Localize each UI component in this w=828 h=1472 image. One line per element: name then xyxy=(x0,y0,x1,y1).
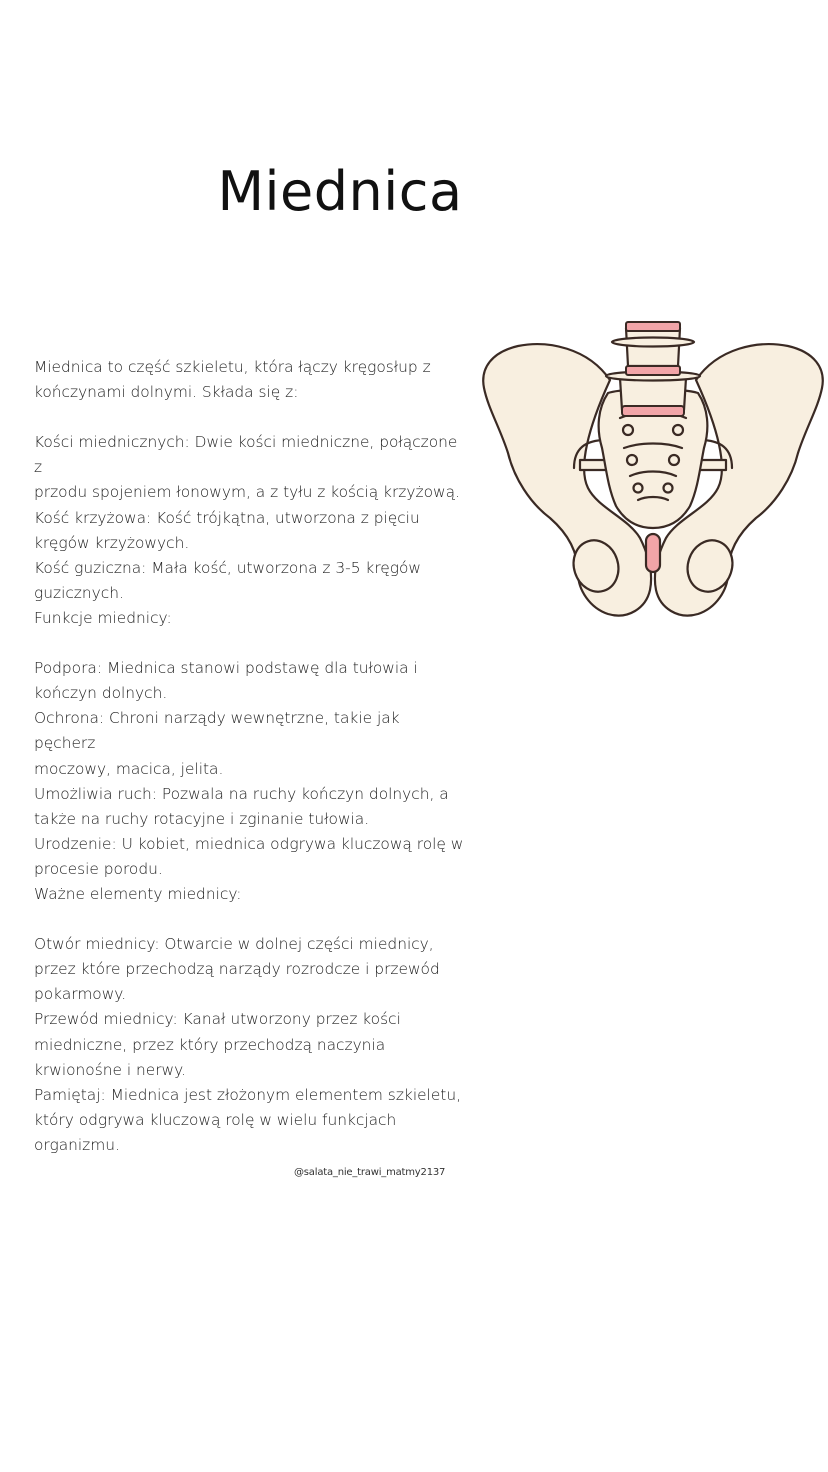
intro-line: Miednica to część szkieletu, która łączy kręgosłup z xyxy=(34,358,431,376)
pelvis-illustration xyxy=(478,318,828,620)
text-line: przodu spojeniem łonowym, a z tyłu z kością krzyżową. xyxy=(34,483,460,502)
page-title: Miednica xyxy=(217,160,463,223)
text-line: Przewód miednicy: Kanał utworzony przez kości xyxy=(34,1010,401,1029)
section-heading: Funkcje miednicy: xyxy=(34,608,172,627)
text-line: krwionośne i nerwy. xyxy=(34,1060,186,1079)
text-line: moczowy, macica, jelita. xyxy=(34,759,224,778)
text-line: kręgów krzyżowych. xyxy=(34,533,190,552)
text-line: Ochrona: Chroni narządy wewnętrzne, takie jak pęcherz xyxy=(34,709,400,753)
text-line: procesie porodu. xyxy=(34,859,163,878)
author-signature: @salata_nie_trawi_matmy2137 xyxy=(294,1167,446,1178)
text-line: guzicznych. xyxy=(34,583,124,602)
paragraph-gap xyxy=(34,907,464,932)
article-body xyxy=(34,355,464,1158)
text-line: kończyn dolnych. xyxy=(34,684,168,703)
text-line: Kość krzyżowa: Kość trójkątna, utworzona z pięciu xyxy=(34,508,420,527)
text-line: który odgrywa kluczową rolę w wielu funkcjach xyxy=(34,1110,397,1129)
paragraph-gap xyxy=(34,405,464,430)
text-line: Umożliwia ruch: Pozwala na ruchy kończyn dolnych, a xyxy=(34,784,449,803)
paragraph-gap xyxy=(34,631,464,656)
text-line: Urodzenie: U kobiet, miednica odgrywa kluczową rolę w xyxy=(34,834,464,853)
text-line: Kość guziczna: Mała kość, utworzona z 3-5 kręgów xyxy=(34,558,422,577)
text-line: Kości miednicznych: Dwie kości miedniczne, połączone z xyxy=(34,433,458,477)
text-line: Podpora: Miednica stanowi podstawę dla tułowia i xyxy=(34,659,418,678)
text-line: Pamiętaj: Miednica jest złożonym elementem szkieletu, xyxy=(34,1085,461,1104)
section-heading: Ważne elementy miednicy: xyxy=(34,884,242,903)
text-line: pokarmowy. xyxy=(34,985,127,1004)
text-line: także na ruchy rotacyjne i zginanie tułowia. xyxy=(34,809,370,828)
text-line: miedniczne, przez który przechodzą naczynia xyxy=(34,1035,386,1054)
text-line: przez które przechodzą narządy rozrodcze i przewód xyxy=(34,960,440,979)
text-line: organizmu. xyxy=(34,1135,120,1154)
intro-line: kończynami dolnymi. Składa się z: xyxy=(34,383,299,402)
text-line: Otwór miednicy: Otwarcie w dolnej części miednicy, xyxy=(34,935,434,954)
